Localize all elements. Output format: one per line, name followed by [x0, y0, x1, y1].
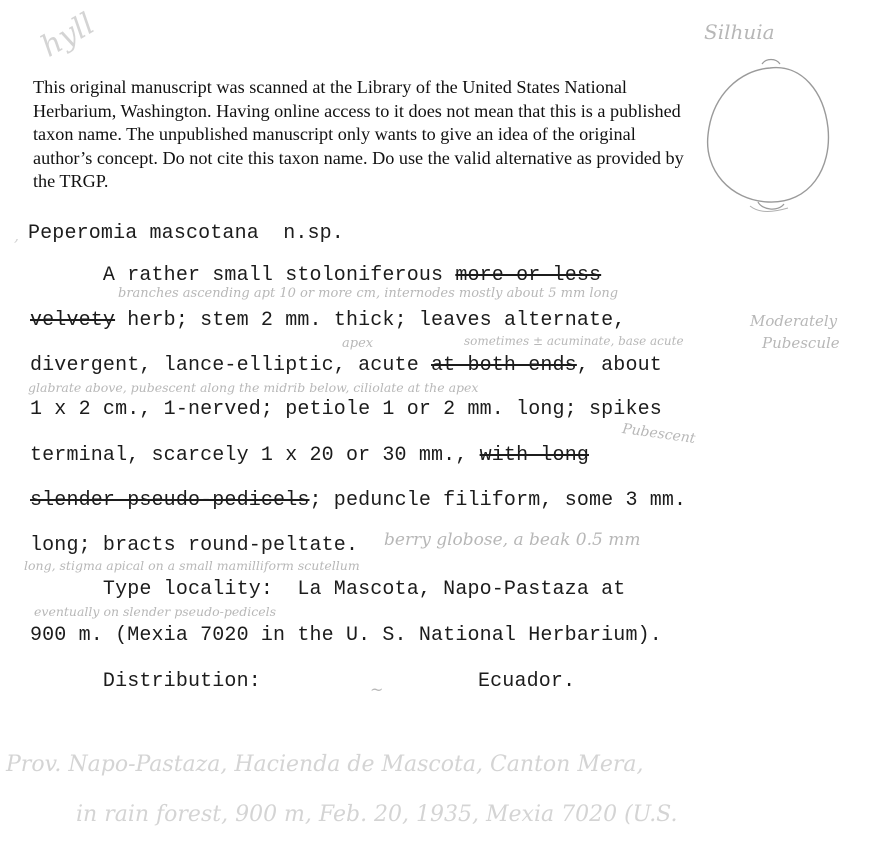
annotation-pubescent-spikes: Pubescent — [621, 420, 697, 448]
description-line-1 — [30, 264, 601, 287]
distribution-line — [30, 670, 261, 693]
description-line-3-end: , about — [576, 354, 662, 377]
scan-disclaimer: This original manuscript was scanned at the Library of the United States National Herbarium, Washington. Having online access to it does not mean that this is a published taxon name. The unpublished manuscript only wants to give an idea of the original author’s concept. Do not cite this taxon name. Do use the valid alternative as provided by the TRGP. — [33, 77, 684, 192]
handwritten-genus-label: Silhuia — [704, 20, 775, 44]
handwritten-locality-line-1: Prov. Napo-Pastaza, Hacienda de Mascota, Canton Mera, — [6, 752, 644, 777]
annotation-stigma: long, stigma apical on a small mamilliform scutellum — [24, 558, 360, 573]
annotation-apex: apex — [342, 336, 374, 351]
annotation-pubescule: Pubescule — [762, 334, 840, 352]
description-line-2 — [30, 309, 625, 332]
description-line-6 — [30, 489, 686, 512]
description-line-3 — [30, 354, 662, 377]
description-line-6-text: ; peduncle filiform, some 3 mm. — [309, 489, 687, 512]
annotation-berry: berry globose, a beak 0.5 mm — [384, 530, 641, 550]
description-line-2-text: herb; stem 2 mm. thick; leaves alternate, — [115, 309, 626, 332]
description-line-5-text: terminal, scarcely 1 x 20 or 30 mm., — [30, 444, 480, 467]
distribution-pencil-mark: ~ — [370, 680, 384, 699]
struck-text-velvety: velvety — [30, 309, 116, 332]
annotation-eventually: eventually on slender pseudo-pedicels — [34, 604, 277, 619]
annotation-branches: branches ascending apt 10 or more cm, internodes mostly about 5 mm long — [118, 286, 619, 301]
handwritten-locality-line-2: in rain forest, 900 m, Feb. 20, 1935, Mexia 7020 (U.S. — [76, 802, 678, 827]
distribution-label: Distribution: — [30, 670, 261, 693]
struck-text-with-long: with long — [479, 444, 589, 467]
struck-text-more-or-less: more or less — [455, 264, 602, 287]
distribution-value: Ecuador. — [478, 670, 576, 693]
description-line-1-text: A rather small stoloniferous — [30, 264, 456, 287]
type-locality-line: Type locality: La Mascota, Napo-Pastaza at — [30, 578, 626, 601]
description-line-4: 1 x 2 cm., 1-nerved; petiole 1 or 2 mm. long; spikes — [30, 398, 662, 421]
description-line-3-text: divergent, lance-elliptic, acute — [30, 354, 432, 377]
specimen-line: 900 m. (Mexia 7020 in the U. S. National Herbarium). — [30, 624, 662, 647]
annotation-sometimes: sometimes ± acuminate, base acute — [464, 334, 684, 348]
struck-text-pseudo-pedicels: slender pseudo-pedicels — [30, 489, 310, 512]
leaf-sketch-drawing — [700, 50, 850, 220]
annotation-glabrate: glabrate above, pubescent along the midrib below, ciliolate at the apex — [28, 380, 479, 395]
title-pencil-mark: , — [14, 226, 20, 245]
corner-pencil-mark: hyll — [34, 6, 101, 65]
species-title: Peperomia mascotana n.sp. — [28, 222, 344, 245]
annotation-moderately: Moderately — [750, 312, 838, 330]
struck-text-at-both-ends: at both ends — [431, 354, 577, 377]
description-line-7: long; bracts round-peltate. — [30, 534, 359, 557]
description-line-5 — [30, 444, 589, 467]
